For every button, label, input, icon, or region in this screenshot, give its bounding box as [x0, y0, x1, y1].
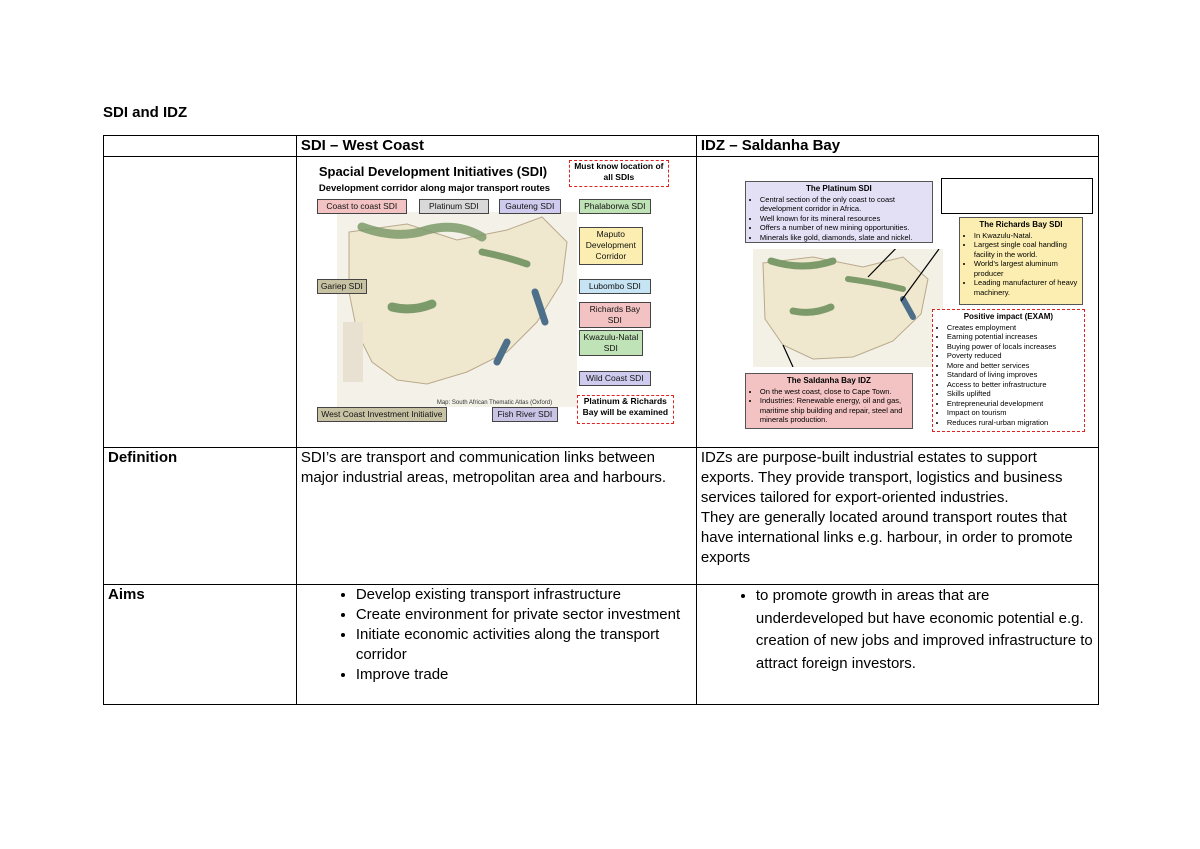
map-source-caption: Map: South African Thematic Atlas (Oxford)	[436, 400, 553, 406]
impact-point: • Skills uplifted	[947, 389, 1081, 399]
must-know-note: Must know location of all SDIs	[569, 160, 669, 187]
sdi-figure-subtitle: Development corridor along major transport routes	[318, 183, 551, 194]
label-platinum-sdi: Platinum SDI	[419, 199, 489, 214]
saldanha-point: • Industries: Renewable energy, oil and gas, maritime ship building and repair, steel and minerals production.	[760, 396, 909, 425]
label-west-coast-initiative: West Coast Investment Initiative	[317, 407, 447, 422]
platinum-point: • Offers a number of new mining opportunities.	[760, 223, 929, 233]
south-africa-map	[337, 212, 577, 407]
sdi-figure-cell	[296, 157, 696, 448]
sdi-figure-title: Spacial Development Initiatives (SDI)	[318, 164, 548, 179]
header-row	[104, 136, 1099, 157]
richards-bay-sdi-title: The Richards Bay SDI	[979, 220, 1063, 229]
sdi-aim: • Improve trade	[356, 665, 692, 685]
sdi-aims-list	[301, 585, 692, 685]
label-gariep-sdi: Gariep SDI	[317, 279, 367, 294]
sdi-definition: SDI’s are transport and communication links between major industrial areas, metropolitan area and harbours.	[296, 448, 696, 585]
sdi-aims-cell	[296, 585, 696, 705]
examined-note: Platinum & Richards Bay will be examined	[577, 395, 674, 424]
saldanha-point: • On the west coast, close to Cape Town.	[760, 387, 909, 397]
idz-definition-cell	[696, 448, 1098, 585]
saldanha-bay-idz-title: The Saldanha Bay IDZ	[786, 376, 871, 385]
impact-point: • Earning potential increases	[947, 332, 1081, 342]
richards-point: • In Kwazulu-Natal.	[974, 231, 1079, 241]
positive-impact-box	[932, 309, 1085, 432]
label-wild-coast-sdi: Wild Coast SDI	[579, 371, 651, 386]
sdi-aim: • Develop existing transport infrastructure	[356, 585, 692, 605]
idz-definition-paragraph: They are generally located around transport routes that have international links e.g. harbour, in order to promote exports	[700, 509, 1073, 566]
idz-map	[753, 249, 943, 367]
label-phalaborwa-sdi: Phalaborwa SDI	[579, 199, 651, 214]
idz-aims-list	[701, 585, 1094, 675]
richards-point: • Leading manufacturer of heavy machinery.	[974, 278, 1079, 297]
label-kwazulu-natal-sdi: Kwazulu-Natal SDI	[579, 330, 643, 356]
definition-row	[104, 448, 1099, 585]
richards-bay-sdi-box	[959, 217, 1083, 305]
empty-figure-label-cell	[104, 157, 297, 448]
platinum-point: • Central section of the only coast to coast development corridor in Africa.	[760, 195, 929, 214]
sdi-aim: • Initiate economic activities along the transport corridor	[356, 625, 692, 665]
idz-definition-paragraph: IDZs are purpose-built industrial estates to support exports. They provide transport, logistics and business services tailored for export-oriented industries.	[700, 449, 1063, 506]
positive-impact-title: Positive impact (EXAM)	[963, 312, 1054, 321]
sdi-aim: • Create environment for private sector investment	[356, 605, 692, 625]
platinum-sdi-box	[745, 181, 933, 243]
label-maputo-corridor: Maputo Development Corridor	[579, 227, 643, 265]
comparison-table	[103, 135, 1099, 705]
aims-row	[104, 585, 1099, 705]
aims-label: Aims	[104, 585, 297, 705]
impact-point: • Impact on tourism	[947, 408, 1081, 418]
impact-point: • Buying power of locals increases	[947, 342, 1081, 352]
saldanha-bay-idz-box	[745, 373, 913, 429]
label-lubombo-sdi: Lubombo SDI	[579, 279, 651, 294]
impact-point: • Reduces rural-urban migration	[947, 418, 1081, 428]
impact-point: • Poverty reduced	[947, 351, 1081, 361]
label-coast-to-coast-sdi: Coast to coast SDI	[317, 199, 407, 214]
idz-column-header: IDZ – Saldanha Bay	[696, 136, 1098, 157]
page-title: SDI and IDZ	[103, 104, 188, 121]
platinum-point: • Minerals like gold, diamonds, slate and nickel.	[760, 233, 929, 243]
label-gauteng-sdi: Gauteng SDI	[499, 199, 561, 214]
definition-label: Definition	[104, 448, 297, 585]
impact-point: • More and better services	[947, 361, 1081, 371]
label-fish-river-sdi: Fish River SDI	[492, 407, 558, 422]
idz-aim: • to promote growth in areas that are underdeveloped but have economic potential e.g. creation of new jobs and improved infrastructure to attract foreign investors.	[756, 585, 1094, 675]
platinum-point: • Well known for its mineral resources	[760, 214, 929, 224]
sdi-column-header: SDI – West Coast	[296, 136, 696, 157]
figure-row	[104, 157, 1099, 448]
sdi-figure	[297, 157, 695, 447]
richards-point: • Largest single coal handling facility in the world.	[974, 240, 1079, 259]
richards-point: • World’s largest aluminum producer	[974, 259, 1079, 278]
idz-aims-cell	[696, 585, 1098, 705]
idz-figure-cell	[696, 157, 1098, 448]
impact-point: • Creates employment	[947, 323, 1081, 333]
impact-point: • Standard of living improves	[947, 370, 1081, 380]
platinum-sdi-title: The Platinum SDI	[805, 184, 872, 193]
impact-point: • Entrepreneurial development	[947, 399, 1081, 409]
label-richards-bay-sdi: Richards Bay SDI	[579, 302, 651, 328]
empty-header-cell	[104, 136, 297, 157]
idz-figure	[697, 157, 1095, 447]
blank-box	[941, 178, 1093, 214]
impact-point: • Access to better infrastructure	[947, 380, 1081, 390]
